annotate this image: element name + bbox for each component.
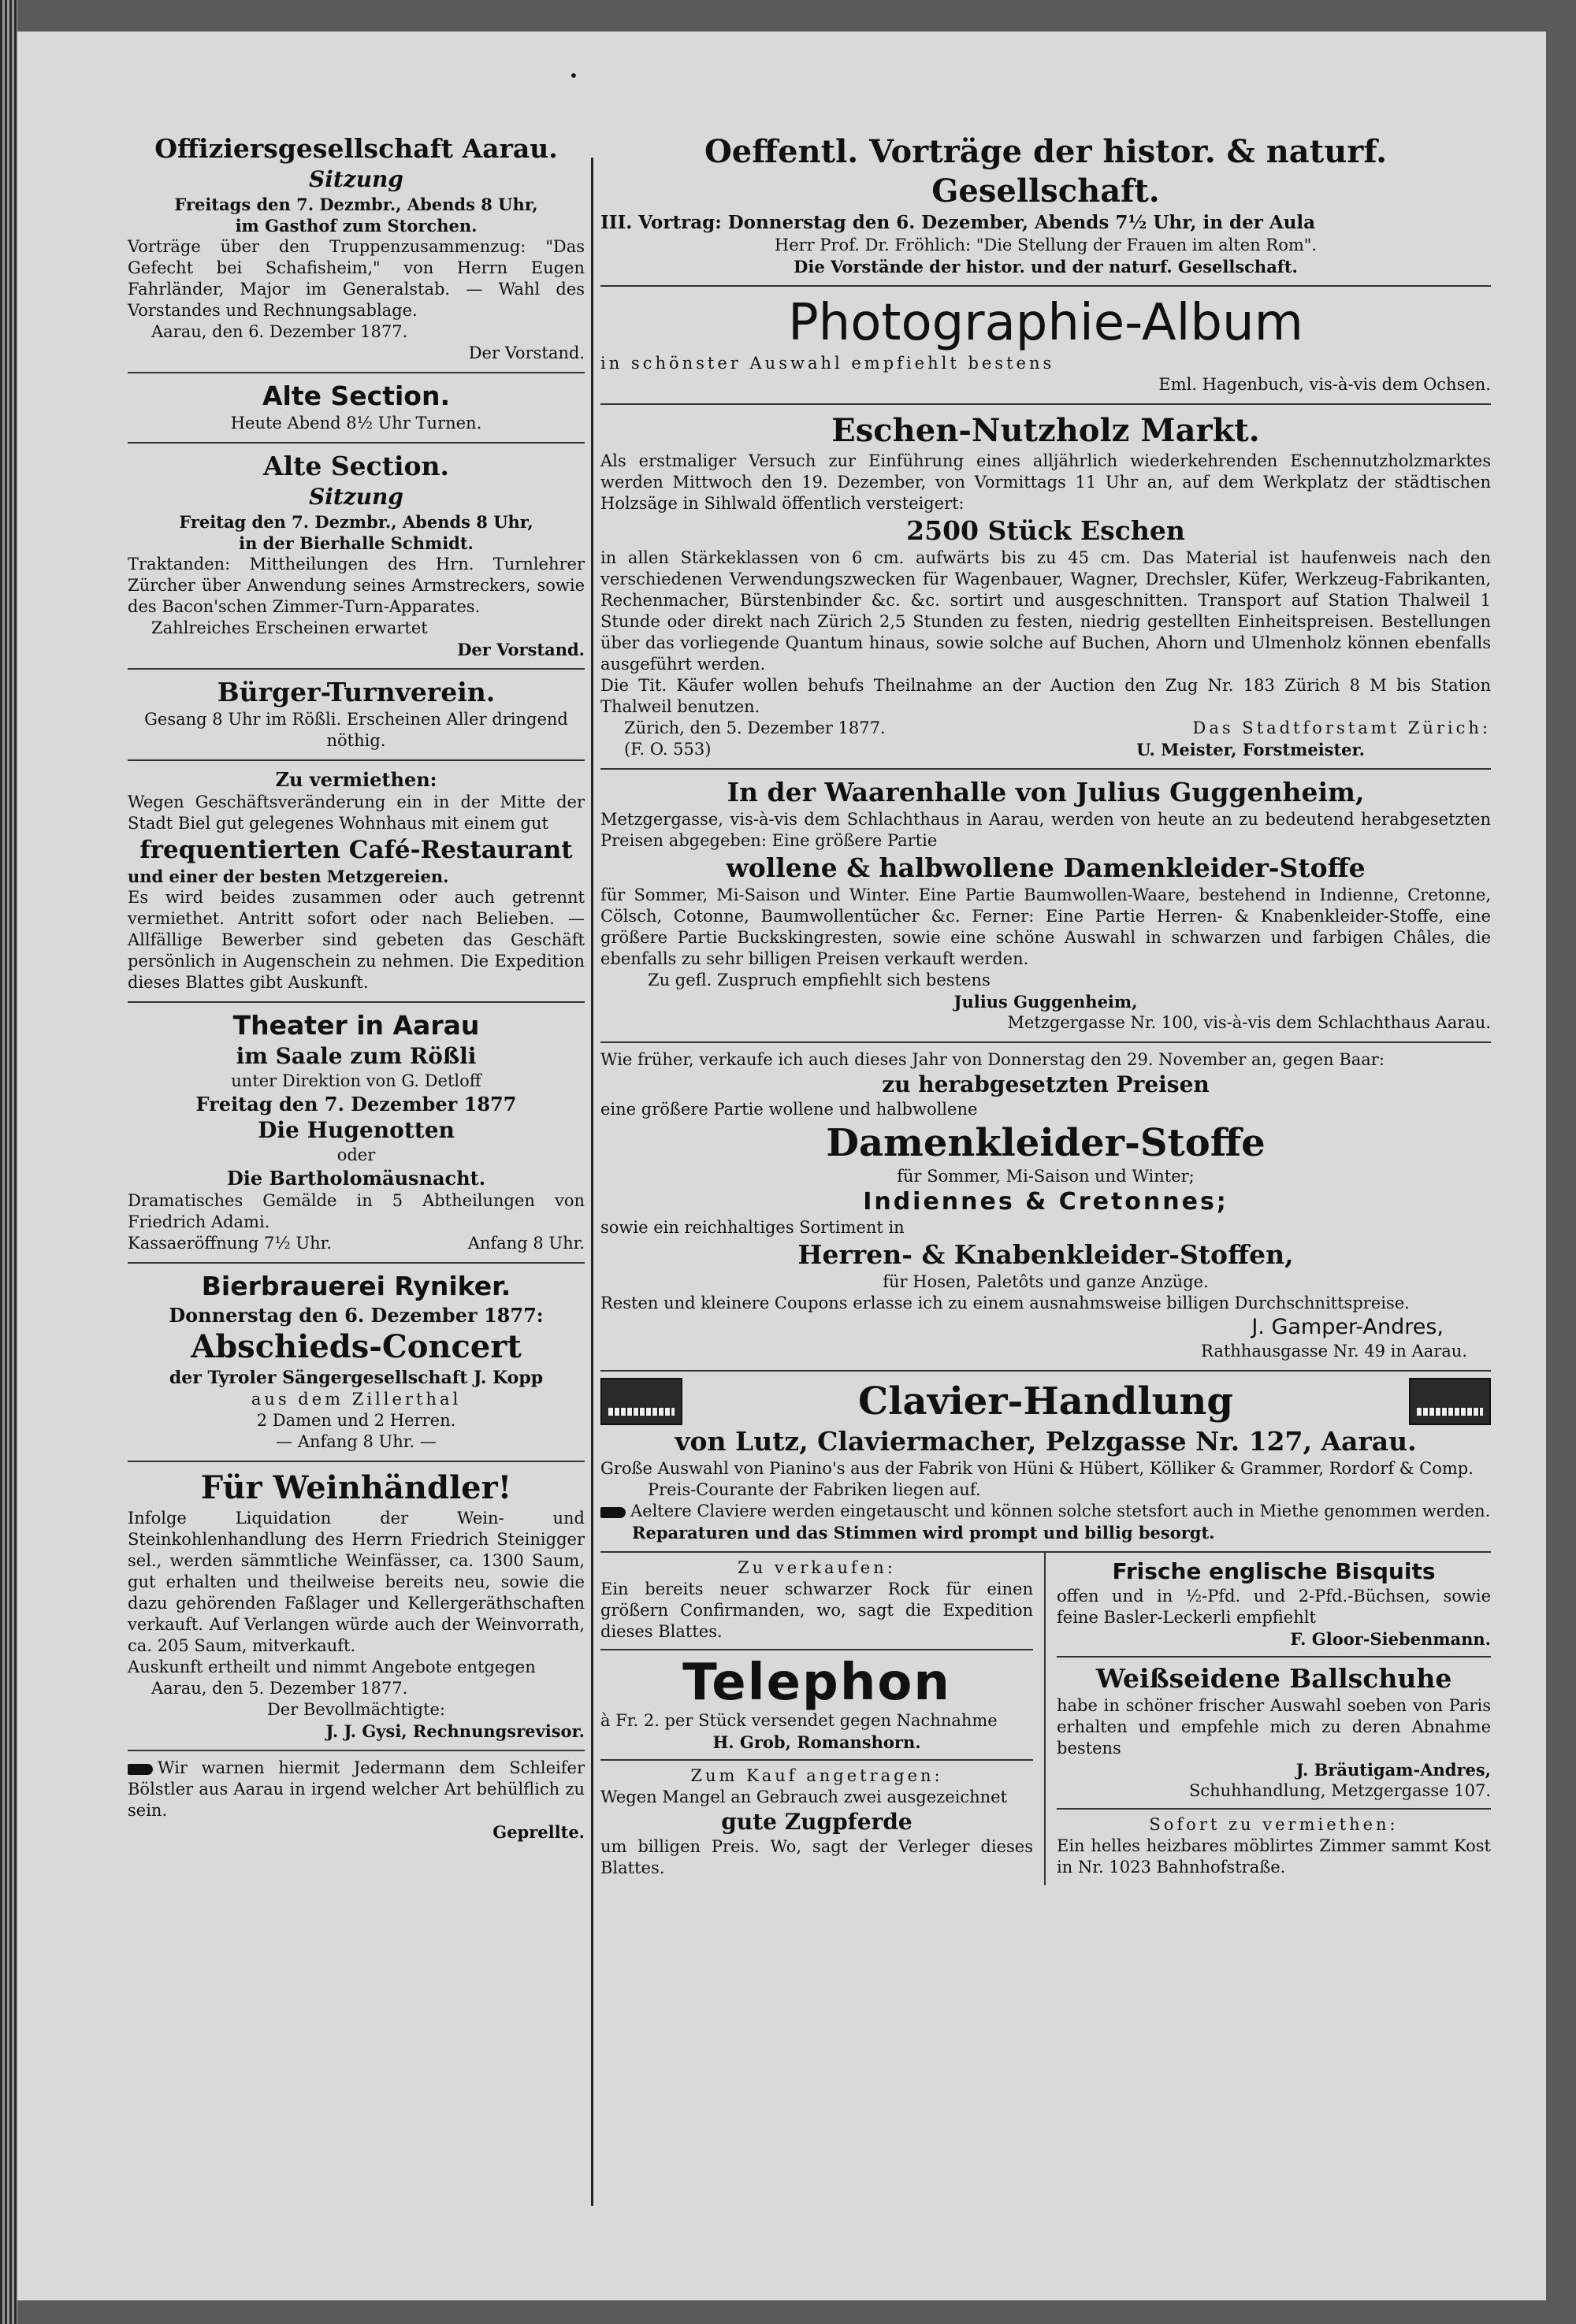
pointing-hand-icon xyxy=(128,1764,153,1775)
ad-line: für Hosen, Paletôts und ganze Anzüge. xyxy=(883,1272,1209,1291)
ad-when: Freitags den 7. Dezmbr., Abends 8 Uhr, xyxy=(174,195,538,214)
ad-body: Heute Abend 8½ Uhr Turnen. xyxy=(230,414,482,433)
ad-body: Wegen Mangel an Gebrauch zwei ausgezeichnet xyxy=(600,1788,1008,1806)
ad-body: Die Tit. Käufer wollen behufs Theilnahme an der Auction den Zug Nr. 183 Zürich 8 M bis Station Thalweil benutzen. xyxy=(600,676,1491,716)
ad-line: aus dem Zillerthal xyxy=(251,1390,462,1409)
ad-body: Metzgergasse, vis-à-vis dem Schlachthaus in Aarau, werden von heute an zu bedeutend herabgesetzten Preisen abgegeben: Eine größere Partie xyxy=(600,810,1491,850)
ad-body: Dramatisches Gemälde in 5 Abtheilungen von Friedrich Adami. xyxy=(128,1191,585,1231)
ad-signature: Die Vorstände der histor. und der naturf. Gesellschaft. xyxy=(794,257,1298,277)
ad-headline: frequentierten Café-Restaurant xyxy=(139,836,573,864)
ad-headline: Damenkleider-Stoffe xyxy=(826,1121,1266,1165)
ad-title: Offiziersgesellschaft Aarau. xyxy=(154,133,558,164)
ad-title: Alte Section. xyxy=(262,381,450,411)
ad-address: Rathhausgasse Nr. 49 in Aarau. xyxy=(1201,1342,1467,1361)
ad-zu-vermiethen xyxy=(128,761,585,1003)
ad-signature: Eml. Hagenbuch, vis-à-vis dem Ochsen. xyxy=(1158,375,1491,394)
ad-body: Resten und kleinere Coupons erlasse ich zu einem ausnahmsweise billigen Durchschnittspreise. xyxy=(600,1294,1410,1312)
ad-body: Aeltere Claviere werden eingetauscht und können solche stetsfort auch in Miethe genommen werden. xyxy=(630,1502,1491,1520)
ad-photographie-album xyxy=(600,287,1491,405)
ad-when: Donnerstag den 6. Dezember 1877: xyxy=(169,1304,544,1327)
ad-signature: Geprellte. xyxy=(492,1822,585,1842)
ad-body: um billigen Preis. Wo, sagt der Verleger dieses Blattes. xyxy=(600,1837,1033,1877)
column-divider xyxy=(591,158,593,2206)
ad-line: III. Vortrag: Donnerstag den 6. Dezember, Abends 7½ Uhr, in der Aula xyxy=(600,212,1316,233)
newspaper-page xyxy=(17,32,1546,2300)
page-binding-edge xyxy=(0,0,17,2324)
ad-body: offen und in ½-Pfd. und 2-Pfd.-Büchsen, sowie feine Basler-Leckerli empfiehlt xyxy=(1057,1587,1491,1627)
ad-body: habe in schöner frischer Auswahl soeben von Paris erhalten und empfehle mich zu deren Abnahme bestens xyxy=(1057,1696,1491,1758)
ad-body: Infolge Liquidation der Wein- und Steinkohlenhandlung des Herrn Friedrich Steinigger sel., werden sämmtliche Weinfässer, ca. 1300 Saum, gut erhalten und theilweise bereits neu, sowie die dazu gehörenden Faßlager und Kellergeräthschaften verkauft. Auf Verlangen würde auch der Weinvorrath, ca. 205 Saum, mitverkauft. xyxy=(128,1509,585,1655)
ad-body: Zu gefl. Zuspruch empfiehlt sich bestens xyxy=(648,971,991,989)
ad-body: Es wird beides zusammen oder auch getrennt vermiethet. Antritt sofort oder nach Belieben. — Allfällige Bewerber sind gebeten das Geschäft persönlich in Augenschein zu nehmen. Die Expedition dieses Blattes gibt Auskunft. xyxy=(128,888,585,992)
ad-title: Bierbrauerei Ryniker. xyxy=(201,1271,511,1301)
ad-title: Alte Section. xyxy=(262,451,450,481)
ad-signature: Julius Guggenheim, xyxy=(953,992,1138,1012)
ad-signature: Der Vorstand. xyxy=(457,640,585,659)
ad-body: Preis-Courante der Fabriken liegen auf. xyxy=(648,1480,981,1499)
ad-line: zu herabgesetzten Preisen xyxy=(882,1071,1210,1097)
ad-line: sowie ein reichhaltiges Sortiment in xyxy=(600,1218,905,1237)
ad-vortraege xyxy=(600,126,1491,287)
ad-title: Oeffentl. Vorträge der histor. & naturf. Gesellschaft. xyxy=(704,133,1388,210)
ad-body: Vorträge über den Truppenzusammenzug: "Das Gefecht bei Schafisheim," von Herrn Eugen Fahrländer, Major im Generalstab. — Wahl des Vorstandes und Rechnungsablage. xyxy=(128,237,585,320)
ad-alte-section-1 xyxy=(128,373,585,444)
page-mark: • xyxy=(569,66,578,85)
ad-title: Bürger-Turnverein. xyxy=(217,677,496,707)
small-ads-left xyxy=(600,1553,1046,1885)
ad-bisquits xyxy=(1057,1553,1491,1658)
ad-zu-verkaufen xyxy=(600,1553,1033,1650)
ad-code: (F. O. 553) xyxy=(624,740,712,759)
ad-line: von Lutz, Claviermacher, Pelzgasse Nr. 127, Aarau. xyxy=(675,1426,1417,1457)
ad-play: Die Bartholomäusnacht. xyxy=(226,1167,486,1190)
grand-piano-icon xyxy=(1409,1378,1491,1425)
ad-headline: gute Zugpferde xyxy=(721,1809,913,1835)
ad-zugpferde xyxy=(600,1761,1033,1885)
ad-title: Zu verkaufen: xyxy=(738,1558,896,1577)
ad-gamper-andres xyxy=(600,1043,1491,1372)
ad-subtitle: Sitzung xyxy=(309,166,403,192)
ad-signature: F. Gloor-Siebenmann. xyxy=(1290,1629,1491,1649)
ad-body: Große Auswahl von Pianino's aus der Fabrik von Hüni & Hübert, Kölliker & Grammer, Rordorf & Comp. xyxy=(600,1459,1474,1478)
ad-signature: Der Vorstand. xyxy=(468,343,585,362)
ad-title: Weißseidene Ballschuhe xyxy=(1095,1663,1452,1694)
ad-line: — Anfang 8 Uhr. — xyxy=(276,1432,437,1451)
ad-headline: Herren- & Knabenkleider-Stoffen, xyxy=(797,1239,1294,1270)
small-ads-row xyxy=(600,1553,1491,1885)
ad-line: der Tyroler Sängergesellschaft J. Kopp xyxy=(169,1368,544,1388)
ad-line: 2 Damen und 2 Herren. xyxy=(256,1411,456,1430)
ad-line: unter Direktion von G. Detloff xyxy=(231,1071,481,1090)
left-column xyxy=(128,126,585,1851)
ad-body: Wir warnen hiermit Jedermann dem Schleifer Bölstler aus Aarau in irgend welcher Art behülflich zu sein. xyxy=(128,1758,585,1820)
ad-when: Freitag den 7. Dezmbr., Abends 8 Uhr, xyxy=(179,512,533,532)
ad-bierbrauerei xyxy=(128,1264,585,1462)
ad-title: Sofort zu vermiethen: xyxy=(1149,1815,1399,1834)
ad-body: Reparaturen und das Stimmen wird prompt und billig besorgt. xyxy=(632,1523,1215,1543)
ad-body: Als erstmaliger Versuch zur Einführung eines alljährlich wiederkehrenden Eschennutzholzmarktes werden Mittwoch den 19. Dezember, von Vormittags 11 Uhr an, auf dem Werkplatz der städtischen Holzsäge in Sihlwald öffentlich versteigert: xyxy=(600,451,1491,513)
ad-ballschuhe xyxy=(1057,1658,1491,1810)
ad-body: Ein helles heizbares möblirtes Zimmer sammt Kost in Nr. 1023 Bahnhofstraße. xyxy=(1057,1836,1491,1877)
ad-signature: U. Meister, Forstmeister. xyxy=(1136,740,1365,759)
ad-sofort-vermiethen xyxy=(1057,1810,1491,1884)
ad-line: für Sommer, Mi-Saison und Winter; xyxy=(897,1167,1195,1186)
ad-guggenheim xyxy=(600,770,1491,1043)
ad-signature: J. Bräutigam-Andres, xyxy=(1295,1760,1491,1780)
ad-title: Für Weinhändler! xyxy=(200,1469,512,1506)
ad-title: Clavier-Handlung xyxy=(858,1379,1233,1424)
ad-body: Ein bereits neuer schwarzer Rock für einen größern Confirmanden, wo, sagt die Expedition dieses Blattes. xyxy=(600,1580,1033,1641)
ad-body: Wie früher, verkaufe ich auch dieses Jahr von Donnerstag den 29. November an, gegen Baar: xyxy=(600,1050,1385,1069)
ad-address: Schuhhandlung, Metzgergasse 107. xyxy=(1188,1781,1491,1800)
ad-line: in schönster Auswahl empfiehlt bestens xyxy=(600,354,1055,373)
ad-title: Eschen-Nutzholz Markt. xyxy=(831,412,1260,449)
ad-title: Zu vermiethen: xyxy=(275,768,437,791)
ad-title: Photographie-Album xyxy=(788,294,1303,352)
ad-signature: H. Grob, Romanshorn. xyxy=(712,1732,921,1752)
ad-body: à Fr. 2. per Stück versendet gegen Nachnahme xyxy=(600,1711,998,1730)
ad-warnung xyxy=(128,1751,585,1851)
ad-body: für Sommer, Mi-Saison und Winter. Eine Partie Baumwollen-Waare, bestehend in Indienne, Cretonne, Cölsch, Cotonne, Baumwollentücher &c. Ferner: Eine Partie Herren- & Knabenkleider-Stoffe, eine größere Partie Buckskingresten, sowie eine schöne Auswahl in schwarzen und farbigen Châles, die ebenfalls zu sehr billigen Preisen verkauft werden. xyxy=(600,885,1491,968)
ad-alte-section-2 xyxy=(128,444,585,670)
ad-where: im Gasthof zum Storchen. xyxy=(235,216,478,236)
ad-play: Die Hugenotten xyxy=(258,1117,455,1143)
ad-theater xyxy=(128,1003,585,1264)
right-column xyxy=(600,126,1491,1885)
ad-signature: J. Gamper-Andres, xyxy=(1251,1315,1444,1339)
ad-subtitle: Sitzung xyxy=(309,484,403,510)
ad-headline: Abschieds-Concert xyxy=(191,1328,522,1365)
ad-line: Zahlreiches Erscheinen erwartet xyxy=(151,618,428,637)
ad-line: Das Stadtforstamt Zürich: xyxy=(1192,718,1491,737)
ad-body: Auskunft ertheilt und nimmt Angebote entgegen xyxy=(128,1658,536,1676)
ad-body: Traktanden: Mittheilungen des Hrn. Turnlehrer Zürcher über Anwendung seines Armstreckers, sowie des Bacon'schen Zimmer-Turn-Apparates. xyxy=(128,555,585,616)
ad-body: und einer der besten Metzgereien. xyxy=(128,867,449,886)
ad-offiziersgesellschaft xyxy=(128,126,585,373)
ad-buerger-turnverein xyxy=(128,670,585,761)
ad-clavier-handlung xyxy=(600,1372,1491,1553)
ad-address: Metzgergasse Nr. 100, vis-à-vis dem Schlachthaus Aarau. xyxy=(1007,1013,1491,1032)
ad-title: Frische englische Bisquits xyxy=(1112,1558,1436,1584)
ad-date: Aarau, den 5. Dezember 1877. xyxy=(151,1679,408,1698)
ad-weinhaendler xyxy=(128,1462,585,1751)
ad-subtitle: im Saale zum Rößli xyxy=(236,1043,477,1069)
ad-body: Gesang 8 Uhr im Rößli. Erscheinen Aller dringend nöthig. xyxy=(144,710,568,750)
ad-signature: J. J. Gysi, Rechnungsrevisor. xyxy=(325,1721,585,1741)
ad-line: oder xyxy=(336,1145,376,1164)
ad-line: Anfang 8 Uhr. xyxy=(467,1234,585,1253)
ad-line: Kassaeröffnung 7½ Uhr. xyxy=(128,1234,333,1253)
ad-body: in allen Stärkeklassen von 6 cm. aufwärts bis zu 45 cm. Das Material ist haufenweis nach den verschiedenen Verwendungszwecken für Wagenbauer, Wagner, Drechsler, Küfer, Werkzeug-Fabrikanten, Rechenmacher, Bürstenbinder &c. &c. sortirt und ausgeschnitten. Transport auf Station Thalweil 1 Stunde oder direkt nach Zürich 2,5 Stunden zu festen, niedrig gestellten Einheitspreisen. Bestellungen über das vorliegende Quantum hinaus, sowie solche auf Buchen, Ahorn und Ulmenholz können ebenfalls ausgeführt werden. xyxy=(600,548,1491,674)
ad-line: Der Bevollmächtigte: xyxy=(266,1700,446,1719)
ad-date: Aarau, den 6. Dezember 1877. xyxy=(151,322,408,341)
ad-where: in der Bierhalle Schmidt. xyxy=(239,533,474,553)
ad-title: In der Waarenhalle von Julius Guggenheim, xyxy=(727,777,1365,807)
ad-headline: 2500 Stück Eschen xyxy=(906,515,1185,546)
ad-line: Indiennes & Cretonnes; xyxy=(863,1188,1228,1216)
ad-title: Telephon xyxy=(682,1654,951,1712)
ad-title: Theater in Aarau xyxy=(232,1010,480,1041)
ad-date: Zürich, den 5. Dezember 1877. xyxy=(624,718,886,737)
ad-line: Herr Prof. Dr. Fröhlich: "Die Stellung der Frauen im alten Rom". xyxy=(774,236,1318,254)
piano-icon xyxy=(600,1378,682,1425)
ad-title: Zum Kauf angetragen: xyxy=(690,1766,943,1785)
small-ads-right xyxy=(1046,1553,1491,1885)
ad-eschen-nutzholz xyxy=(600,405,1491,770)
ad-line: eine größere Partie wollene und halbwollene xyxy=(600,1100,978,1119)
ad-when: Freitag den 7. Dezember 1877 xyxy=(195,1093,517,1116)
ad-headline: wollene & halbwollene Damenkleider-Stoffe xyxy=(726,852,1366,883)
pointing-hand-icon xyxy=(600,1507,626,1518)
ad-telephon xyxy=(600,1650,1033,1761)
ad-body: Wegen Geschäftsveränderung ein in der Mitte der Stadt Biel gut gelegenes Wohnhaus mit einem gut xyxy=(128,793,585,833)
